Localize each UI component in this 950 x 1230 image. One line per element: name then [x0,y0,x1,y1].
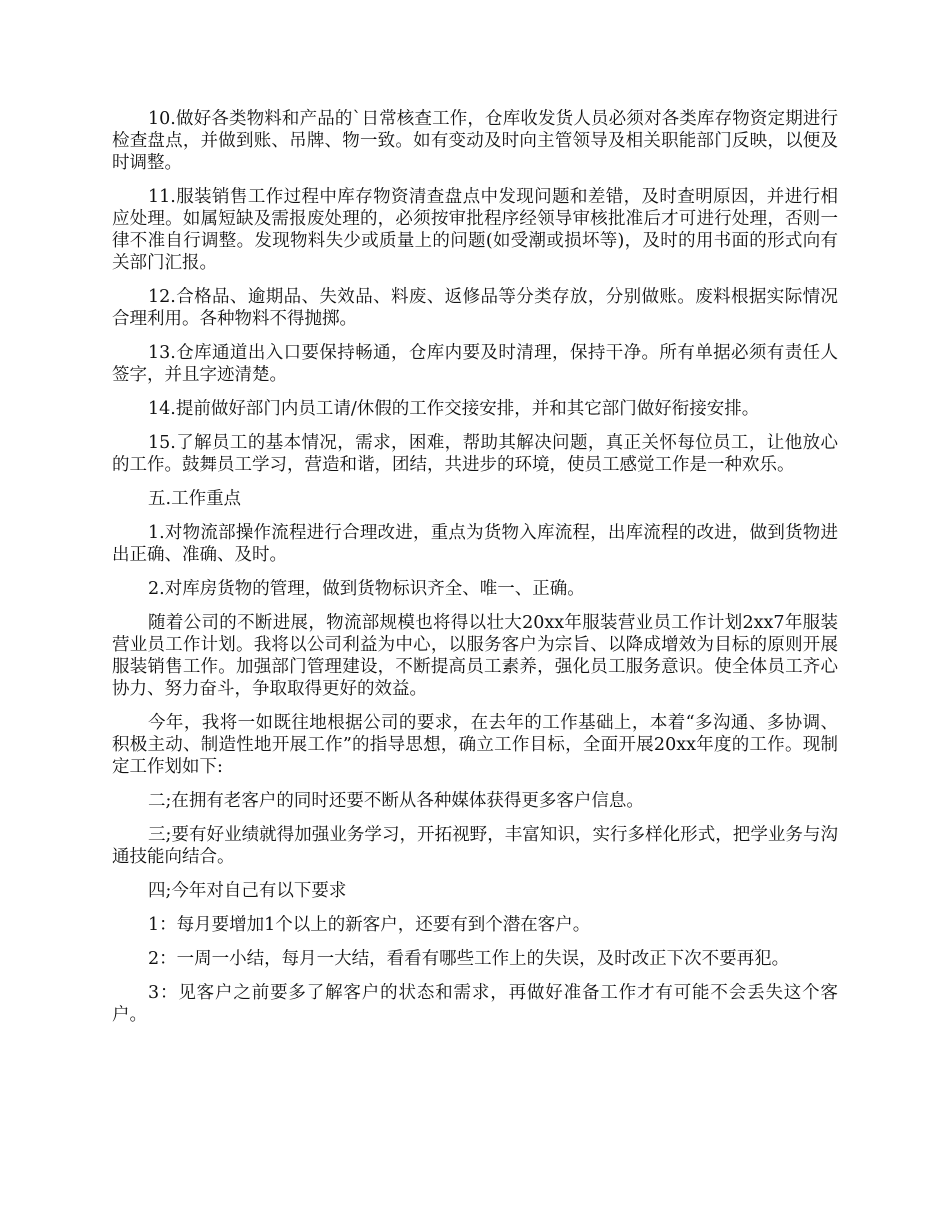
paragraph-development: 随着公司的不断进展，物流部规模也将得以壮大20xx年服装营业员工作计划2xx7年服装营业员工作计划。我将以公司利益为中心，以服务客户为宗旨、以降成增效为目标的原则开展服装销售工作。加强部门管理建设，不断提高员工素养，强化员工服务意识。使全体员工齐心协力、努力奋斗，争取取得更好的效益。 [112,613,838,699]
focus-item-1: 1.对物流部操作流程进行合理改进，重点为货物入库流程，出库流程的改进，做到货物进出正确、准确、及时。 [112,523,838,565]
paragraph-item-10: 10.做好各类物料和产品的`日常核查工作，仓库收发货人员必须对各类库存物资定期进行检查盘点，并做到账、吊牌、物一致。如有变动及时向主管领导及相关职能部门反映，以便及时调整。 [112,109,838,173]
section-heading-work-focus: 五.工作重点 [148,489,242,509]
paragraph-item-15: 15.了解员工的基本情况，需求，困难，帮助其解决问题，真正关怀每位员工，让他放心的工作。鼓舞员工学习，营造和谐，团结，共进步的环境，使员工感觉工作是一种欢乐。 [112,433,838,475]
paragraph-this-year: 今年，我将一如既往地根据公司的要求，在去年的工作基础上，本着“多沟通、多协调、积极主动、制造性地开展工作”的指导思想，确立工作目标，全面开展20xx年度的工作。现制定工作划如下: [112,713,838,777]
paragraph-item-13: 13.仓库通道出入口要保持畅通，仓库内要及时清理，保持干净。所有单据必须有责任人签字，并且字迹清楚。 [112,343,838,385]
requirement-item-1: 1：每月要增加1个以上的新客户，还要有到个潜在客户。 [148,915,591,935]
plan-item-4-heading: 四;今年对自己有以下要求 [148,881,347,901]
paragraph-item-12: 12.合格品、逾期品、失效品、料废、返修品等分类存放，分别做账。废料根据实际情况合理利用。各种物料不得抛掷。 [112,287,838,329]
document-body [112,108,838,1038]
paragraph-item-11: 11.服装销售工作过程中库存物资清查盘点中发现问题和差错，及时查明原因，并进行相应处理。如属短缺及需报废处理的，必须按审批程序经领导审核批准后才可进行处理，否则一律不准自行调整。发现物料失少或质量上的问题(如受潮或损坏等)，及时的用书面的形式向有关部门汇报。 [112,187,838,273]
paragraph-item-14: 14.提前做好部门内员工请/休假的工作交接安排，并和其它部门做好衔接安排。 [148,399,760,419]
plan-item-3: 三;要有好业绩就得加强业务学习，开拓视野，丰富知识，实行多样化形式，把学业务与沟通技能向结合。 [112,825,838,867]
requirement-item-3: 3：见客户之前要多了解客户的状态和需求，再做好准备工作才有可能不会丢失这个客户。 [112,983,838,1025]
focus-item-2: 2.对库房货物的管理，做到货物标识齐全、唯一、正确。 [148,579,585,599]
plan-item-2: 二;在拥有老客户的同时还要不断从各种媒体获得更多客户信息。 [148,791,644,811]
requirement-item-2: 2：一周一小结，每月一大结，看看有哪些工作上的失误，及时改正下次不要再犯。 [148,949,790,969]
